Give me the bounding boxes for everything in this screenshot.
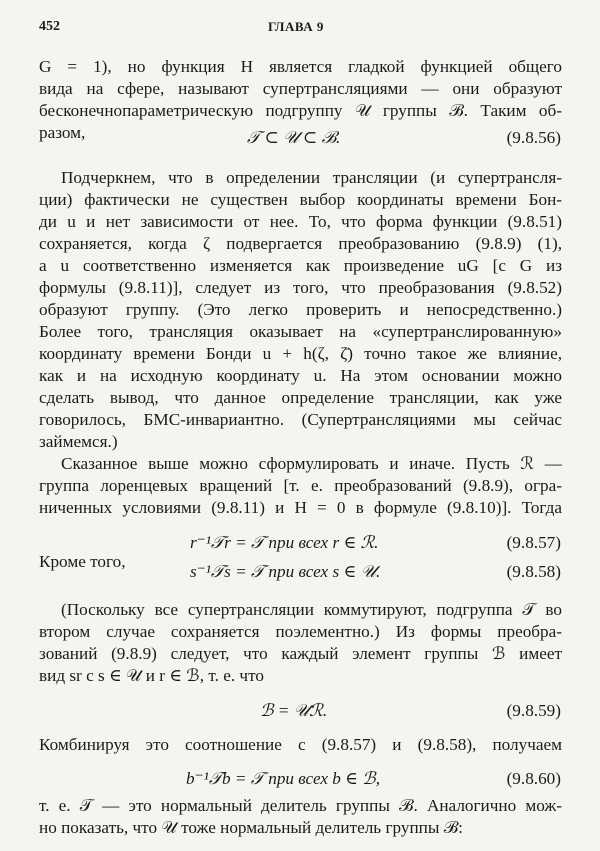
equation-number: (9.8.60) bbox=[506, 769, 561, 788]
text-line: говорилось, БМС-инвариантно. (Супертрансляциями мы сейчас bbox=[39, 410, 562, 429]
text-line: формулы (9.8.11)], следует из того, что преобразования (9.8.52) bbox=[39, 278, 562, 297]
equation-9-8-57: r⁻¹𝒯r = 𝒯 при всех r ∈ ℛ. bbox=[190, 533, 379, 552]
equation-9-8-59: ℬ = 𝒰ℛ. bbox=[260, 701, 328, 720]
equation-number: (9.8.56) bbox=[506, 128, 561, 147]
text-line: зований (9.8.9) следует, что каждый элемент группы ℬ имеет bbox=[39, 644, 562, 663]
text-line: но показать, что 𝒰 тоже нормальный делитель группы ℬ: bbox=[39, 818, 463, 837]
equation-number: (9.8.58) bbox=[506, 562, 561, 581]
page-number: 452 bbox=[39, 19, 60, 34]
equation-number: (9.8.57) bbox=[506, 533, 561, 552]
text-line: Комбинируя это соотношение с (9.8.57) и (9.8.58), получаем bbox=[39, 735, 562, 754]
text-line: ции) фактически не существен выбор координаты времени Бон- bbox=[39, 190, 562, 209]
text-line: разом, bbox=[39, 123, 86, 142]
text-line: сохраняется, когда ζ подвергается преобразованию (9.8.9) (1), bbox=[39, 234, 562, 253]
equation-9-8-56: 𝒯 ⊂ 𝒰 ⊂ ℬ. bbox=[247, 128, 341, 147]
equation-9-8-58: s⁻¹𝒯s = 𝒯 при всех s ∈ 𝒰. bbox=[190, 562, 381, 581]
text-line: бесконечнопараметрическую подгруппу 𝒰 группы ℬ. Таким об- bbox=[39, 101, 562, 120]
text-line: сделать вывод, что данное определение трансляции, как уже bbox=[39, 388, 562, 407]
text-line: группа лоренцевых вращений [т. е. преобразований (9.8.9), огра- bbox=[39, 476, 562, 495]
text-line: G = 1), но функция H является гладкой функцией общего bbox=[39, 57, 562, 76]
text-line: Подчеркнем, что в определении трансляции (и супертрансля- bbox=[61, 168, 562, 187]
text-line: как и на исходную координату u. На этом основании можно bbox=[39, 366, 562, 385]
text-line: (Поскольку все супертрансляции коммутируют, подгруппа 𝒯 во bbox=[61, 600, 562, 619]
text-line: Сказанное выше можно сформулировать и иначе. Пусть ℛ — bbox=[61, 454, 562, 473]
text-line: Кроме того, bbox=[39, 552, 126, 571]
text-line: втором случае сохраняется поэлементно.) Из формы преобра- bbox=[39, 622, 562, 641]
text-line: координату времени Бонди u + h(ζ, ζ̄) точно такое же влияние, bbox=[39, 344, 562, 363]
text-line: ниченных условиями (9.8.11) и H = 0 в формуле (9.8.10)]. Тогда bbox=[39, 498, 562, 517]
text-line: ди u и нет зависимости от нее. То, что форма функции (9.8.51) bbox=[39, 212, 562, 231]
text-line: вид sr с s ∈ 𝒰 и r ∈ ℬ, т. е. что bbox=[39, 666, 264, 685]
text-line: т. е. 𝒯 — это нормальный делитель группы ℬ. Аналогично мож- bbox=[39, 796, 562, 815]
text-line: вида на сфере, называют супертрансляциями — они образуют bbox=[39, 79, 562, 98]
equation-number: (9.8.59) bbox=[506, 701, 561, 720]
text-line: образуют группу. (Это легко проверить и непосредственно.) bbox=[39, 300, 562, 319]
equation-9-8-60: b⁻¹𝒯b = 𝒯 при всех b ∈ ℬ, bbox=[186, 769, 380, 788]
text-line: Более того, трансляция оказывает на «супертранслированную» bbox=[39, 322, 562, 341]
text-line: займемся.) bbox=[39, 432, 118, 451]
chapter-header: ГЛАВА 9 bbox=[268, 19, 324, 34]
text-line: а u соответственно изменяется как произведение uG [с G из bbox=[39, 256, 562, 275]
